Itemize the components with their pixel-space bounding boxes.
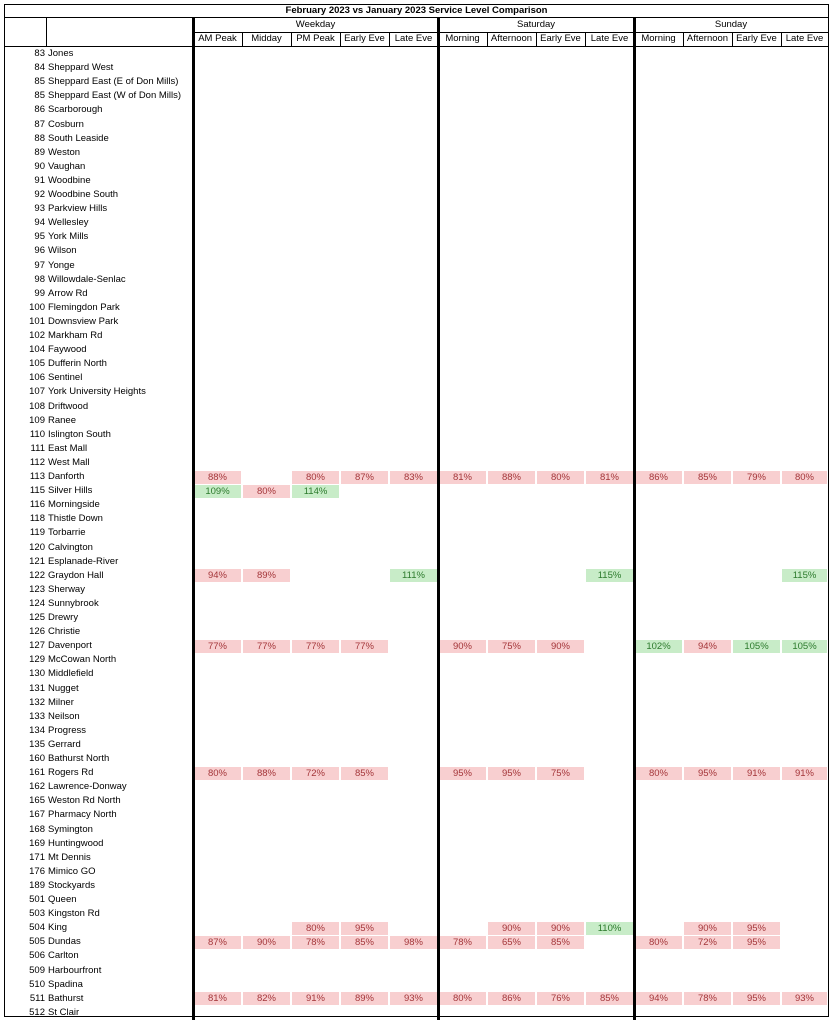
route-number: 123 [29, 583, 45, 595]
route-name: Arrow Rd [48, 287, 88, 299]
column-header: Morning [641, 33, 676, 44]
column-header: Late Eve [785, 33, 824, 44]
route-name: Davenport [48, 640, 92, 652]
route-name: Mimico GO [48, 865, 96, 877]
percent-cell: 95% [488, 767, 535, 780]
percent-cell: 77% [292, 640, 339, 653]
route-name: East Mall [48, 442, 88, 454]
percent-cell: 94% [684, 640, 731, 653]
percent-cell: 79% [733, 471, 780, 484]
route-name: Dufferin North [48, 358, 107, 370]
percent-cell: 95% [439, 767, 486, 780]
route-number: 122 [29, 569, 45, 581]
column-divider [389, 32, 390, 47]
percent-cell: 77% [341, 640, 388, 653]
route-number: 176 [29, 865, 45, 877]
percent-cell: 81% [586, 471, 633, 484]
route-name: Progress [48, 724, 87, 736]
route-name: Driftwood [48, 400, 89, 412]
percent-cell: 80% [292, 922, 339, 935]
route-name: Middlefield [48, 668, 94, 680]
route-number: 510 [29, 978, 45, 990]
percent-cell: 81% [194, 992, 241, 1005]
header-divider [5, 17, 828, 18]
route-number: 501 [29, 894, 45, 905]
route-number: 93 [34, 203, 45, 215]
column-header: Morning [445, 33, 480, 44]
percent-cell: 83% [390, 471, 437, 484]
route-name: McCowan North [48, 654, 117, 666]
route-name: Woodbine South [48, 189, 119, 200]
column-header: Afternoon [490, 33, 533, 44]
route-number: 505 [29, 936, 45, 948]
route-number: 134 [29, 724, 45, 736]
route-name: Sheppard East (E of Don Mills) [48, 76, 179, 88]
percent-cell: 87% [194, 936, 241, 949]
route-name: Graydon Hall [48, 569, 104, 581]
percent-cell: 75% [488, 640, 535, 653]
route-number: 160 [29, 753, 45, 764]
route-number: 83 [34, 48, 45, 59]
route-number: 120 [29, 541, 45, 553]
route-name: Rogers Rd [48, 767, 94, 779]
percent-cell: 78% [292, 936, 339, 949]
route-number: 168 [29, 823, 45, 835]
column-divider [732, 32, 733, 47]
percent-cell: 114% [292, 485, 339, 498]
percent-cell: 115% [782, 569, 827, 582]
column-divider [487, 32, 488, 47]
route-number: 90 [34, 160, 45, 172]
percent-cell: 80% [439, 992, 486, 1005]
route-number: 118 [29, 513, 45, 525]
column-divider [291, 32, 292, 47]
route-name: Esplanade-River [48, 555, 119, 567]
route-number: 84 [34, 62, 45, 74]
route-number: 113 [29, 471, 45, 482]
route-number: 165 [29, 795, 45, 807]
column-header: Early Eve [344, 33, 385, 44]
route-name: Islington South [48, 428, 111, 440]
percent-cell: 90% [537, 640, 584, 653]
column-divider [46, 17, 47, 47]
route-name: Drewry [48, 612, 79, 623]
column-header: Early Eve [736, 33, 777, 44]
service-level-table [4, 4, 829, 1017]
percent-cell: 90% [537, 922, 584, 935]
percent-cell: 105% [733, 640, 780, 653]
group-header-saturday: Saturday [516, 19, 556, 30]
percent-cell: 87% [341, 471, 388, 484]
route-name: Danforth [48, 471, 85, 482]
route-name: Sheppard East (W of Don Mills) [48, 90, 182, 102]
route-number: 99 [34, 287, 45, 299]
percent-cell: 94% [194, 569, 241, 582]
column-divider [536, 32, 537, 47]
route-number: 115 [29, 485, 45, 497]
percent-cell: 65% [488, 936, 535, 949]
route-name: Kingston Rd [48, 908, 100, 920]
route-number: 108 [29, 400, 45, 412]
route-name: Gerrard [48, 738, 81, 750]
column-header: Midday [251, 33, 282, 44]
column-header: Early Eve [540, 33, 581, 44]
route-name: Calvington [48, 541, 93, 553]
route-number: 169 [29, 837, 45, 849]
percent-cell: 91% [292, 992, 339, 1005]
percent-cell: 85% [341, 936, 388, 949]
percent-cell: 80% [537, 471, 584, 484]
route-name: Harbourfront [48, 964, 102, 976]
percent-cell: 105% [782, 640, 827, 653]
percent-cell: 109% [194, 485, 241, 498]
route-name: South Leaside [48, 132, 109, 144]
route-number: 511 [29, 992, 45, 1004]
percent-cell: 85% [341, 767, 388, 780]
route-number: 92 [34, 189, 45, 200]
route-number: 85 [34, 76, 45, 88]
route-number: 133 [29, 710, 45, 722]
route-name: Ranee [48, 414, 76, 426]
route-name: Milner [48, 696, 74, 708]
route-name: Torbarrie [48, 527, 86, 539]
table-title: February 2023 vs January 2023 Service Level Comparison [285, 5, 548, 16]
route-number: 111 [30, 442, 45, 454]
percent-cell: 90% [684, 922, 731, 935]
route-name: Sunnybrook [48, 597, 99, 609]
column-header: PM Peak [296, 33, 335, 44]
column-divider [340, 32, 341, 47]
percent-cell: 77% [243, 640, 290, 653]
route-number: 110 [29, 428, 45, 440]
column-header: Afternoon [686, 33, 729, 44]
route-name: Lawrence-Donway [48, 781, 127, 793]
percent-cell: 95% [341, 922, 388, 935]
percent-cell: 115% [586, 569, 633, 582]
route-name: Neilson [48, 710, 80, 722]
route-name: York University Heights [48, 386, 146, 398]
route-name: Wilson [48, 245, 77, 257]
percent-cell: 95% [684, 767, 731, 780]
route-number: 109 [29, 414, 45, 426]
route-number: 88 [34, 132, 45, 144]
percent-cell: 80% [243, 485, 290, 498]
percent-cell: 86% [635, 471, 682, 484]
route-number: 167 [29, 809, 45, 821]
percent-cell: 72% [684, 936, 731, 949]
route-name: Markham Rd [48, 330, 103, 341]
route-name: Symington [48, 823, 93, 835]
route-name: Wellesley [48, 217, 89, 229]
percent-cell: 111% [390, 569, 437, 582]
route-number: 161 [29, 767, 45, 779]
route-number: 130 [29, 668, 45, 680]
route-number: 96 [34, 245, 45, 257]
route-number: 125 [29, 612, 45, 623]
route-number: 86 [34, 104, 45, 116]
route-number: 504 [29, 922, 45, 934]
route-name: Weston Rd North [48, 795, 121, 807]
percent-cell: 88% [243, 767, 290, 780]
route-name: Flemingdon Park [48, 301, 120, 313]
route-name: Pharmacy North [48, 809, 117, 821]
route-name: Sheppard West [48, 62, 114, 74]
route-number: 101 [29, 315, 45, 327]
route-number: 127 [29, 640, 45, 652]
route-number: 95 [34, 231, 45, 243]
route-number: 112 [29, 456, 45, 468]
route-number: 131 [29, 682, 45, 694]
percent-cell: 78% [684, 992, 731, 1005]
percent-cell: 95% [733, 992, 780, 1005]
route-number: 126 [29, 626, 45, 638]
percent-cell: 80% [635, 767, 682, 780]
percent-cell: 80% [194, 767, 241, 780]
route-name: Weston [48, 146, 81, 158]
route-number: 171 [29, 851, 45, 863]
route-number: 100 [29, 301, 45, 313]
route-name: Vaughan [48, 160, 86, 172]
route-number: 162 [29, 781, 45, 793]
route-number: 189 [29, 879, 45, 891]
route-name: Downsview Park [48, 315, 119, 327]
route-number: 98 [34, 273, 45, 285]
group-header-sunday: Sunday [714, 19, 748, 30]
percent-cell: 98% [390, 936, 437, 949]
percent-cell: 76% [537, 992, 584, 1005]
route-number: 121 [29, 555, 45, 567]
route-number: 119 [29, 527, 45, 539]
percent-cell: 91% [782, 767, 827, 780]
route-name: Sentinel [48, 372, 83, 384]
route-name: Cosburn [48, 118, 84, 130]
route-number: 107 [29, 386, 45, 398]
route-number: 94 [34, 217, 45, 229]
route-number: 104 [29, 344, 45, 356]
percent-cell: 77% [194, 640, 241, 653]
column-divider [585, 32, 586, 47]
route-name: Sherway [48, 583, 85, 595]
route-name: Faywood [48, 344, 87, 356]
route-name: Christie [48, 626, 81, 638]
route-number: 91 [34, 174, 45, 186]
percent-cell: 72% [292, 767, 339, 780]
route-number: 124 [29, 597, 45, 609]
route-name: Bathurst North [48, 753, 110, 764]
route-name: St Clair [48, 1006, 80, 1018]
percent-cell: 91% [733, 767, 780, 780]
route-name: Bathurst [48, 992, 84, 1004]
percent-cell: 85% [537, 936, 584, 949]
route-number: 87 [34, 118, 45, 130]
route-name: Queen [48, 894, 77, 905]
route-number: 89 [34, 146, 45, 158]
percent-cell: 102% [635, 640, 682, 653]
route-name: Dundas [48, 936, 81, 948]
route-name: Yonge [48, 259, 75, 271]
column-header: Late Eve [394, 33, 433, 44]
percent-cell: 75% [537, 767, 584, 780]
column-divider [781, 32, 782, 47]
route-number: 509 [29, 964, 45, 976]
route-name: West Mall [48, 456, 90, 468]
route-name: Woodbine [48, 174, 91, 186]
route-number: 97 [34, 259, 45, 271]
percent-cell: 80% [635, 936, 682, 949]
route-name: Morningside [48, 499, 100, 511]
route-number: 135 [29, 738, 45, 750]
percent-cell: 85% [586, 992, 633, 1005]
column-header: AM Peak [198, 33, 237, 44]
percent-cell: 85% [684, 471, 731, 484]
route-name: Stockyards [48, 879, 95, 891]
route-name: Nugget [48, 682, 79, 694]
percent-cell: 82% [243, 992, 290, 1005]
route-name: Silver Hills [48, 485, 93, 497]
route-number: 132 [29, 696, 45, 708]
route-number: 102 [29, 330, 45, 341]
route-name: King [48, 922, 68, 934]
percent-cell: 90% [439, 640, 486, 653]
percent-cell: 78% [439, 936, 486, 949]
percent-cell: 80% [292, 471, 339, 484]
column-header: Late Eve [590, 33, 629, 44]
percent-cell: 86% [488, 992, 535, 1005]
route-name: Willowdale-Senlac [48, 273, 126, 285]
percent-cell: 88% [488, 471, 535, 484]
route-number: 129 [29, 654, 45, 666]
route-number: 506 [29, 950, 45, 962]
percent-cell: 89% [243, 569, 290, 582]
route-number: 116 [29, 499, 45, 511]
percent-cell: 80% [782, 471, 827, 484]
percent-cell: 90% [243, 936, 290, 949]
percent-cell: 93% [782, 992, 827, 1005]
route-name: Parkview Hills [48, 203, 108, 215]
route-name: Mt Dennis [48, 851, 91, 863]
column-divider [683, 32, 684, 47]
route-name: York Mills [48, 231, 89, 243]
route-number: 512 [29, 1006, 45, 1018]
percent-cell: 93% [390, 992, 437, 1005]
percent-cell: 110% [586, 922, 633, 935]
column-divider [242, 32, 243, 47]
route-name: Huntingwood [48, 837, 104, 849]
percent-cell: 95% [733, 936, 780, 949]
percent-cell: 94% [635, 992, 682, 1005]
route-number: 106 [29, 372, 45, 384]
route-number: 105 [29, 358, 45, 370]
route-name: Scarborough [48, 104, 103, 116]
percent-cell: 81% [439, 471, 486, 484]
route-name: Spadina [48, 978, 83, 990]
percent-cell: 95% [733, 922, 780, 935]
route-number: 503 [29, 908, 45, 920]
percent-cell: 89% [341, 992, 388, 1005]
percent-cell: 90% [488, 922, 535, 935]
route-number: 85 [34, 90, 45, 102]
group-header-weekday: Weekday [295, 19, 336, 30]
route-name: Carlton [48, 950, 79, 962]
percent-cell: 88% [194, 471, 241, 484]
header-divider [5, 46, 828, 47]
group-divider [437, 17, 440, 1020]
group-divider [633, 17, 636, 1020]
route-name: Thistle Down [48, 513, 103, 525]
route-name: Jones [48, 48, 74, 59]
group-divider [192, 17, 195, 1020]
